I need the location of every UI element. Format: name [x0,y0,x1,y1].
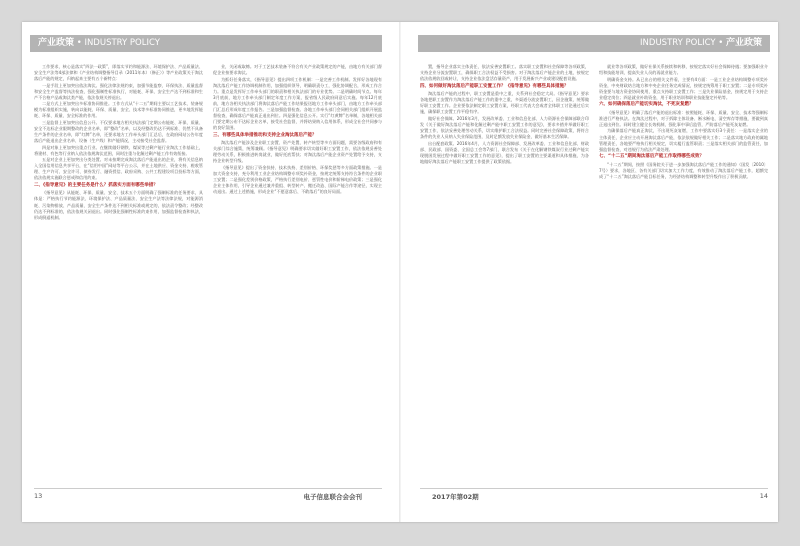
section-title-en: INDUSTRY POLICY [640,38,716,48]
body-paragraph: 置，指导企业落实主体责任，依法妥善安置职工。落实职工安置和社会保障等各项政策，支持企业分流安置职工，确保职工合法权益不受损害。对于淘汰落后产能企业的土地，按规定依法依规收回或转让，支持企业依法盘活存量资产，用于发展新兴产业或建设配套设施。 [420,64,589,82]
publication-name: 电子信息联合会会刊 [303,493,362,501]
section-heading: 二、《指导意见》的主要任务是什么？抓落实方面有哪些举措？ [34,182,158,188]
body-paragraph: 淘汰落后产能的过程中，职工安置是重中之重，关系到社会稳定大局。《指导意见》要求各地把职工安置作为淘汰落后产能工作的重中之重，多渠道分流安置职工，因企施策，统筹做好职工安置工作。企业要依法制定职工安置方案，经职工代表大会或者全体职工讨论通过后实施，确保职工安置工作平稳有序。 [420,91,589,115]
section-title-en: INDUSTRY POLICY [84,38,160,48]
header-bar [418,35,770,52]
section-heading: 三、有哪些具体举措推动和支持企业淘汰落后产能？ [213,132,317,138]
body-paragraph: 一是手段上更加突出依法淘汰。强化法律法规约束，加强节能监察、环保执法、质量监督和安全生产监督等执法检查，强化强制性标准执行，对能耗、环保、安全生产达不到标准和生产不合格产品或淘汰类产能，依法依规关停退出。 [34,82,203,100]
magazine-spread [22,22,778,522]
article-body [420,64,768,484]
section-title-separator: • [715,38,726,48]
body-paragraph: 四是对象上更加突出重点行业。在继续做好钢铁、煤炭等过剩产能行业淘汰工作基础上，将建材、有色等行业纳入依法依规淘汰范围，同时注重与化解过剩产能工作有效衔接。 [34,144,203,156]
page-footer [420,492,768,508]
body-paragraph: 做好社会保障。2016年3月，发展改革委、工业和信息化部、人力资源社会保障部联合印发《关于做好淘汰落后产能和化解过剩产能中职工安置工作的意见》，要求多措并举做好职工安置工作，依法妥善处理劳动关系，切实维护职工合法权益。同时完善社会保障政策，将符合条件的失业人员纳入失业保险范围，及时足额发放失业保险金，做好基本生活保障。 [420,115,589,140]
article-body [34,64,382,484]
column-1 [34,64,203,484]
body-paragraph: “十二五”期间，按照《国务院关于进一步加强淘汰落后产能工作的通知》（国发〔2010〕7号）要求，各地区、各有关部门切实加大工作力度，有效推动了淘汰落后产能工作，超额完成了“十二五”淘汰落后产能目标任务，为经济结构调整和转型升级作出了积极贡献。 [599,161,768,179]
page-number: 13 [34,492,43,500]
issue-label: 2017年第02期 [432,493,479,501]
section-title [640,35,762,52]
footer-rule [34,488,382,489]
column-2 [213,64,382,484]
body-paragraph: 为确保落后产能真正淘汰，不出现死灰复燃，工作中要落实好3个责任：一是落实企业的主体责任，企业应主动开展淘汰落后产能，依法依规做好相关工作；二是落实地方政府的属地管理责任，各地要严格执行相关规定，切实履行监管职责；三是落实相关部门的监管责任，加强监督检查，对违规行为依法严肃处理。 [599,128,768,152]
footer-rule [420,488,768,489]
column-2 [599,64,768,484]
body-paragraph: 《指导意见》提出了资金扶持、技术扶持、差别价格、环保奖惩等多方面政策措施。一是加大资金支持，充分利用工业企业结构调整专项奖补资金，按规定统筹支持符合条件的企业职工安置；二是强化差别价格政策，严格执行差别电价、惩罚性电价和阶梯电价政策；三是强化企业主体作用，引导企业通过兼并重组、转型转产、搬迁改造、国际产能合作等途径，实现主动退出。通过上述措施，形成企业“不愿意落后、不敢落后”的良好局面。 [213,164,382,194]
right-page [400,22,778,522]
section-title-zh: 产业政策 [38,38,75,48]
body-paragraph: 业，关闭或取缔。对于工艺技术装备不符合有关产业政策规定的产能，由地方有关部门督促企业按要求淘汰。 [213,64,382,76]
body-paragraph: 《指导意见》明确了落后产能的退出标准：按照能耗、环保、质量、安全、技术等强制标准进行严格执法。在淘汰过程中，对于拆除主体设备、断水断电、清空库存等措施，要做到真正退出到位。同时建立健全长效机制，强化事中事后监管，严防落后产能死灰复燃。 [599,109,768,127]
body-paragraph: 就业等各项政策，做好社保关系接续和转移，按规定落实好社会保障待遇；要加强职业介绍和技能培训，提高失业人员的再就业能力。 [599,64,768,76]
body-paragraph: 为抓好任务落实，《指导意见》提出四项工作机制：一是完善工作机制。发挥好各地现有淘汰落后产能工作协调机制作用，加强组织领导，明确职责分工，强化协调配合，形成工作合力。重点是发挥好工作牵头部门的职责和相关执法部门的专业优势。二是明确时间节点。每年3月底前，地方工作牵头部门制定年度工作方案，报省级人民政府同意后实施。每年12月底前，地方各相关执法部门将淘汰落后产能工作结果报送地方工作牵头部门，由地方工作牵头部门汇总后形成年度工作报告。三是加强监督检查。各地工作牵头部门会同相关部门组织开展监督检查，确保落后产能真正退出到位。四是强化信息公开。实行“红黄牌”名单制，各地相关部门要定期公布不达标企业名单，接受社会监督，并将结果纳入信用体系，形成全社会共同参与的良好氛围。 [213,76,382,130]
page-footer [34,492,382,508]
column-1 [420,64,589,484]
body-paragraph: 工作要求，核心是落实“四法一政策”，即落实节约和能源法、环境保护法、产品质量法、安全生产法等4部法律和《产业结构调整指导目录（2011年本）（修正）》等产业政策关于淘汰落后产能的规定，归纳起来主要有五个新特点： [34,64,203,82]
body-paragraph: 明确资金支持。从已出台的相关文件看，主要有4方面：一是工业企业结构调整专项奖补资金，中央财政结合地方和中央企业任务完成情况，按规定统筹用于职工安置；二是专项奖补资金要与地方资金协同使用，重点支持职工安置工作；三是失业保险基金，按规定用于支持企业稳定岗位；四是就业补助资金，用于职业培训和职业技能鉴定补贴等。 [599,76,768,100]
body-paragraph: 淘汰落后产能涉及企业职工安置、资产处置、转产转型等多方面问题，需要各级政府和有关部门综合施策，统筹兼顾。《指导意见》明确要求切实做好职工安置工作，依法依规妥善处理劳动关系，积极推进转岗就业，做好托底帮扶；对淘汰落后产能企业资产处置给予支持，支持企业转型升级。 [213,140,382,164]
left-page [22,22,400,522]
section-heading: 四、如何做好淘汰落后产能职工安置工作？《指导意见》有哪些具体措施？ [420,83,569,89]
body-paragraph: 二是方式上更加突出多标准协同推进。工作方式从“十二五”期间主要以工艺技术、装备规模为标准组织实施，转向以能耗、环保、质量、安全、技术等多标准协同推进，更多地发挥能耗、环保、质量、安全标准的作用。 [34,101,203,119]
body-paragraph: 三是监督上更加突出信息公开。不仅要求地方相关执法部门定期公布能耗、环保、质量、安全不达标企业限期整改的企业名单，即“整改”名单，以及经整改仍达不到标准、仍然不具备生产条件的企业名单，即“红牌”名单，还要求地方工作牵头部门汇总后，在政府网站公告年度落后产能退出企业名单、设备（生产线）和产能情况，主动接受社会监督。 [34,119,203,144]
body-paragraph: 《指导意见》从能耗、环保、质量、安全、技术五个方面明确了强制标准的任务要求，具体是：严格执行节约能源法、环境保护法、产品质量法、安全生产法等法律法规，对能源消耗、污染物排放、产品质量、安全生产条件达不到相关标准或规定的，依法责令整改；经整改仍达不到标准的，依法依规关闭退出。同时强化强制性标准约束作用，加强监督检查和执法，形成倒逼机制。 [34,190,203,220]
body-paragraph: 出台配套政策。2016年4月，人力资源社会保障部、发展改革委、工业和信息化部、财政部、民政部、国资委、全国总工会等7部门，联合发布《关于在化解钢铁煤炭行业过剩产能实现脱困发展过程中做好职工安置工作的意见》，提出了职工安置的主要渠道和具体措施，为各地做好淘汰落后产能职工安置工作提供了政策依据。 [420,140,589,164]
body-paragraph: 五是对企业上更加突出分类处置。对未按期完成淘汰落后产能退出的企业，将有关信息纳入全国信用信息共享平台，在“信用中国”网站等平台公示，并在土地供应、资金支持、税收管理、生产许可、安全许可、债券发行、融资授信、政府采购、公共工程建设项目投标等方面，依法依规实施联合惩戒和信用约束。 [34,157,203,181]
section-title [38,35,160,52]
header-bar [30,35,382,52]
section-heading: 六、如何确保落后产能切实淘汰，不死灰复燃？ [599,102,694,108]
page-number: 14 [759,492,768,500]
section-heading: 七、“十二五”期间淘汰落后产能工作取得哪些成效？ [599,154,704,160]
section-title-zh: 产业政策 [725,38,762,48]
section-title-separator: • [74,38,85,48]
